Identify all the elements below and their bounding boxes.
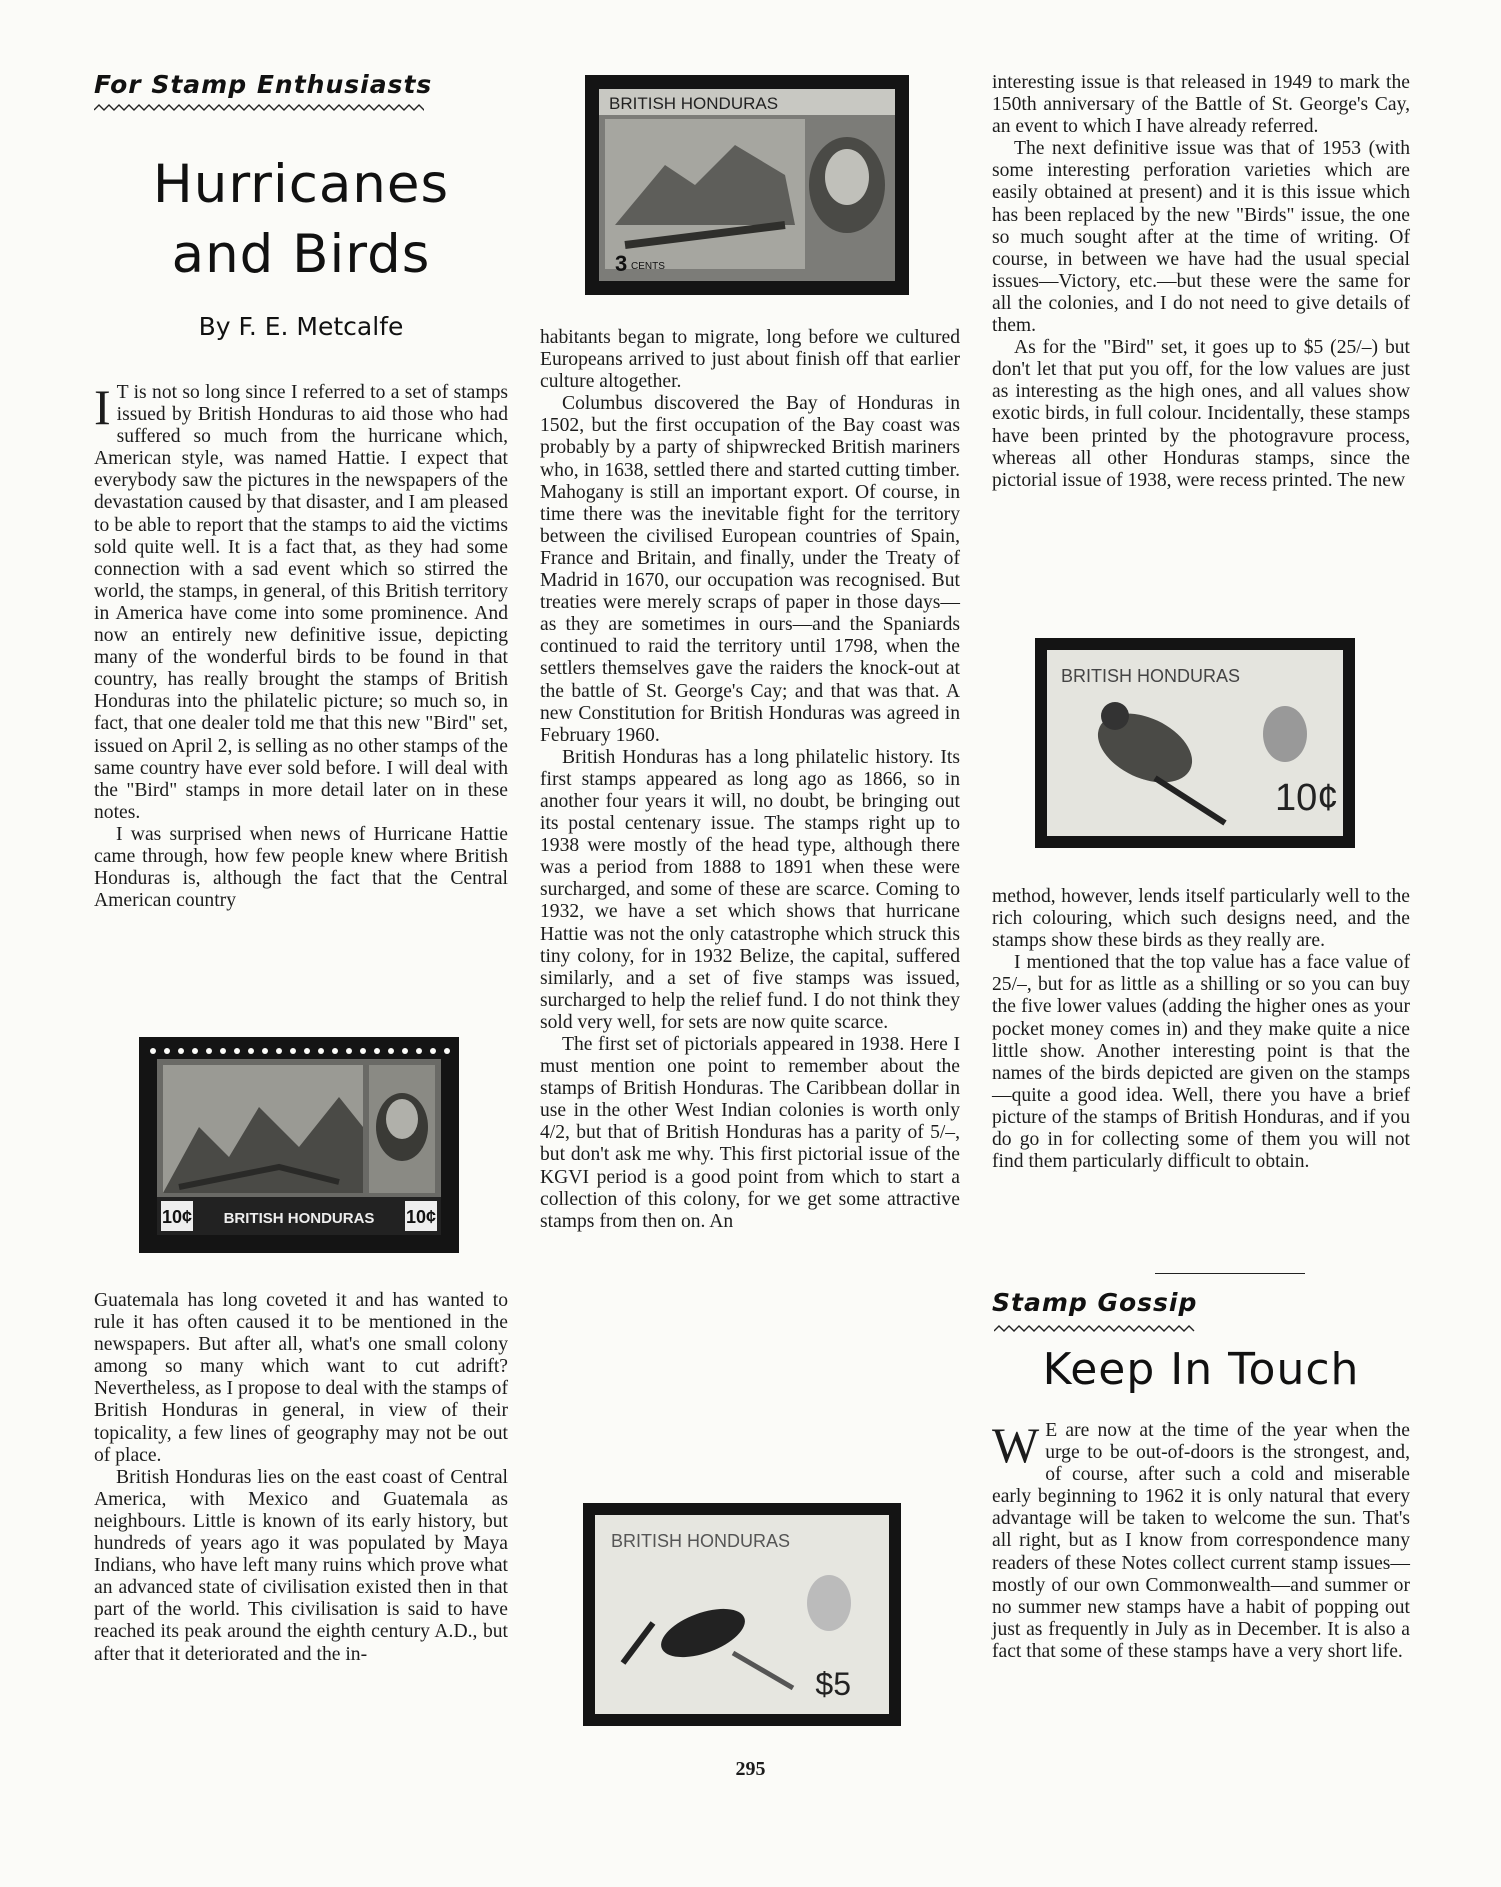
- article-title-line2: and Birds: [171, 224, 431, 285]
- article-paragraph: British Honduras has a long philatelic history. Its first stamps appeared as long ago as 1866, so in another four years it will, no doubt, be bringing out its postal centenary issue. The stamps right up to 1938 were mostly of the head type, although there was a period from 1888 to 1891 when these were surcharged, and some of these are scarce. Coming to 1932, we have a set which shows that hurricane Hattie was not the only catastrophe which struck this tiny colony, for in 1932 Belize, the capital, suffered similarly, and a set of five stamps was issued, surcharged to help the relief fund. I do not think they sold very well, for sets are now quite scarce.: [540, 746, 960, 1033]
- stamp-value-left: 10¢: [161, 1207, 193, 1227]
- stamp-country: BRITISH HONDURAS: [223, 1210, 375, 1227]
- gossip-kicker-underline: [994, 1325, 1200, 1333]
- stamp-value: 10¢: [1275, 777, 1339, 819]
- stamp-kgvi-mahogany-10c: [139, 1037, 459, 1253]
- article-paragraph: interesting issue is that released in 1949 to mark the 150th anniversary of the Battle of St. George's Cay, an event to which I have already referred.: [992, 72, 1410, 138]
- gossip-kicker: Stamp Gossip: [992, 1288, 1198, 1317]
- article-title-line1: Hurricanes: [152, 154, 450, 215]
- stamp-3-cents: [585, 75, 909, 295]
- stamp-value-unit: CENTS: [631, 261, 665, 272]
- article-paragraph: Columbus discovered the Bay of Honduras in 1502, but the first occupation of the Bay coast was probably by a party of shipwrecked British mariners who, in 1638, settled there and started cutting timber. Mahogany is still an important export. Of course, in time there was the inevitable fight for the territory between the civilised European countries of Spain, France and Britain, and finally, under the Treaty of Madrid in 1670, our occupation was recognised. But treaties were merely scraps of paper in those days—as they are sometimes in ours—and the Spaniards continued to raid the territory until 1798, when the settlers themselves gave the raiders the knock-out at the battle of St. George's Cay; and that was that. A new Constitution for British Honduras was agreed in February 1960.: [540, 393, 960, 746]
- drop-cap: W: [992, 1417, 1040, 1473]
- stamp-country: BRITISH HONDURAS: [609, 94, 779, 113]
- article-byline: By F. E. Metcalfe: [198, 312, 404, 341]
- article-paragraph: habitants began to migrate, long before we cultured Europeans arrived to just about finish off that earlier culture altogether.: [540, 327, 960, 393]
- article-paragraph: As for the "Bird" set, it goes up to $5 (25/–) but don't let that put you off, for the low values are just as interesting as the high ones, and all values show exotic birds, in full colour. Incidentally, these stamps have been printed by the photogravure process, whereas all other Honduras stamps, since the pictorial issue of 1938, were recess printed. The new: [992, 337, 1410, 491]
- article-column-3-bottom: [992, 886, 1410, 1173]
- article-column-3-top: [992, 72, 1410, 492]
- stamp-bird-5-dollar: [583, 1503, 901, 1726]
- article-paragraph: method, however, lends itself particularly well to the rich colouring, which such designs need, and the stamps show these birds as they really are.: [992, 886, 1410, 952]
- gossip-title: Keep In Touch: [1042, 1344, 1360, 1395]
- article-paragraph: British Honduras lies on the east coast of Central America, with Mexico and Guatemala as neighbours. Little is known of its early history, but hundreds of years ago it was populated by Maya Indians, who have left many ruins which prove what an advanced state of civilisation existed then in that part of the world. This civilisation is said to have reached its peak around the eighth century A.D., but after that it deteriorated and the in-: [94, 1466, 508, 1665]
- stamp-value: 3: [615, 251, 628, 276]
- article-column-1-top: [94, 379, 508, 912]
- article-column-1-bottom: [94, 1290, 508, 1666]
- stamp-country: BRITISH HONDURAS: [611, 1531, 791, 1551]
- kicker-underline: [94, 104, 424, 112]
- section-divider: [1155, 1273, 1305, 1274]
- gossip-column: [992, 1417, 1410, 1663]
- article-paragraph: I was surprised when news of Hurricane Hattie came through, how few people knew where British Honduras is, although the fact that the Central American country: [94, 823, 508, 912]
- stamp-value-right: 10¢: [405, 1207, 437, 1227]
- stamp-value: $5: [815, 1666, 851, 1702]
- article-paragraph: I mentioned that the top value has a face value of 25/–, but for as little as a shilling or so you can buy the five lower values (adding the higher ones as your pocket money comes in) and they make quite a nice little show. Another interesting point is that the names of the birds depicted are given on the stamps—quite a good idea. Well, there you have a brief picture of the stamps of British Honduras, and if you do go in for collecting some of them you will not find them particularly difficult to obtain.: [992, 952, 1410, 1173]
- article-column-2: [540, 327, 960, 1233]
- article-kicker: For Stamp Enthusiasts: [94, 70, 433, 99]
- drop-cap: I: [94, 379, 111, 435]
- page-number: 295: [735, 1758, 766, 1780]
- gossip-paragraph: W E are now at the time of the year when the urge to be out-of-doors is the strongest, and, of course, after such a cold and miserable early beginning to 1962 it is only natural that every advantage will be taken to welcome the sun. That's all right, but as I know from correspondence many readers of these Notes collect current stamp issues—mostly of our own Commonwealth—and summer or no summer new stamps have a habit of popping out just as frequently in July as in December. It is also a fact that some of these stamps have a very short life.: [992, 1417, 1410, 1662]
- article-title: [94, 150, 508, 290]
- stamp-bird-10c: [1035, 638, 1355, 848]
- article-paragraph: I T is not so long since I referred to a set of stamps issued by British Honduras to aid those who had suffered so much from the hurricane which, American style, was named Hattie. I expect that everybody saw the pictures in the newspapers of the devastation caused by that disaster, and I am pleased to be able to report that the stamps to aid the victims sold quite well. It is a fact that, as they had some connection with a sad event which so stirred the world, the stamps, in general, of this British territory in America have come into some prominence. And now an entirely new definitive issue, depicting many of the wonderful birds to be found in that country, has really brought the stamps of British Honduras into the philatelic picture; so much so, in fact, that one dealer told me that this new "Bird" set, issued on April 2, is selling as no other stamps of the same country have ever sold before. I will deal with the "Bird" stamps in more detail later on in these notes.: [94, 379, 508, 823]
- article-paragraph: The next definitive issue was that of 1953 (with some interesting perforation varieties which are easily obtained at present) and it is this issue which has been replaced by the new "Birds" issue, the one so much sought after at the time of writing. Of course, in between we have had the usual special issues—Victory, etc.—but these were the same for all the colonies, and I do not need to give details of them.: [992, 138, 1410, 337]
- article-paragraph: Guatemala has long coveted it and has wanted to rule it has often caused it to be mentioned in the newspapers. But after all, what's one small colony among so many which want to cut adrift? Nevertheless, as I propose to deal with the stamps of British Honduras in general, in view of their topicality, a few lines of geography may not be out of place.: [94, 1290, 508, 1466]
- stamp-country: BRITISH HONDURAS: [1061, 666, 1241, 686]
- article-paragraph: The first set of pictorials appeared in 1938. Here I must mention one point to remember about the stamps of British Honduras. The Caribbean dollar in use in the other West Indian colonies is worth only 4/2, but that of British Honduras has a parity of 5/–, but don't ask me why. This first pictorial issue of the KGVI period is a good point from which to start a collection of this colony, for we get some attractive stamps from then on. An: [540, 1034, 960, 1232]
